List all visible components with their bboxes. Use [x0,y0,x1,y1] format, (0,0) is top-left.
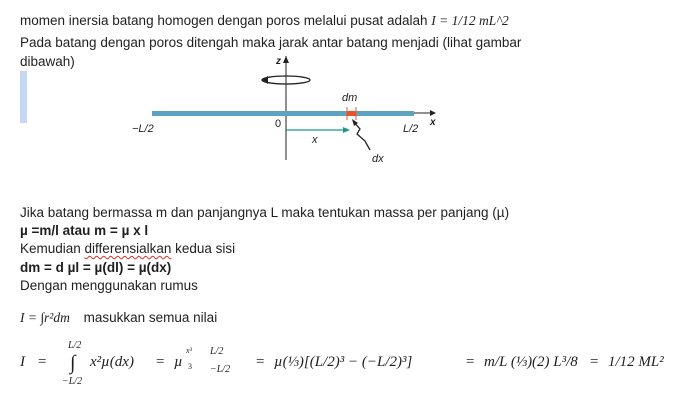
x-axis-arrowhead [430,110,436,116]
eq-upper-limit: L/2 [68,340,82,351]
eq-I: I [20,354,25,370]
eq-step-3: µ(⅓)[(L/2)³ − (−L/2)³] [274,354,413,370]
inertia-integral: I = ∫r²dm [20,310,70,325]
eq-integrand: x²µ(dx) [90,354,134,370]
formula-line [20,309,217,326]
step-line-5: Dengan menggunakan rumus [20,278,198,293]
eq-result: 1/12 ML² [608,354,664,370]
x-axis-label: x [430,117,436,128]
dx-label: dx [372,153,384,165]
spellcheck-word[interactable]: differensialkan [84,241,172,256]
eq-sign-3: = [256,354,265,370]
rotation-arrowhead [262,76,268,84]
eq-lower-limit: −L/2 [62,376,83,387]
eq-sign-5: = [590,354,599,370]
dx-pointer [353,121,370,150]
step-line-4: dm = d µl = µ(dl) = µ(dx) [20,260,172,275]
eq-frac-num: x³ [186,346,192,355]
step-line-3-suffix: kedua sisi [171,241,236,256]
eq-mu: µ [174,354,183,370]
eq-sign-2: = [156,354,165,370]
z-axis-arrowhead [283,56,289,63]
position-arrowhead [343,127,350,133]
step-line-3-prefix: Kemudian [20,241,85,256]
left-end-label: −L/2 [132,123,154,135]
step-line-1: Jika batang bermassa m dan panjangnya L maka tentukan massa per panjang (µ) [20,205,510,220]
dm-segment [347,111,356,116]
eq-sign-4: = [466,354,475,370]
step-line-2: µ =m/l atau m = µ x l [20,223,149,238]
intro-text: momen inersia batang homogen dengan poros melalui pusat adalah [20,13,432,28]
position-label: x [312,134,318,146]
eq-frac-den: 3 [188,362,192,371]
intro-line-3: dibawah) [20,54,75,69]
formula-note: masukkan semua nilai [83,310,218,325]
eq-step-4: m/L (⅓)(2) L³/8 [484,354,578,370]
inertia-formula-inline: I = 1/12 mL^2 [431,13,509,28]
step-line-3 [20,240,235,257]
intro-line-2: Pada batang dengan poros ditengah maka jarak antar batang menjadi (lihat gambar [20,35,522,50]
eq-bar-upper: L/2 [210,346,224,357]
eq-integral: ∫ [70,352,76,374]
right-end-label: L/2 [403,123,419,135]
z-axis-label: z [276,56,281,67]
eq-sign-1: = [38,354,47,370]
eq-bar-lower: −L/2 [210,364,231,375]
dm-label: dm [342,92,358,104]
origin-label: 0 [275,118,282,130]
rod [152,111,414,116]
